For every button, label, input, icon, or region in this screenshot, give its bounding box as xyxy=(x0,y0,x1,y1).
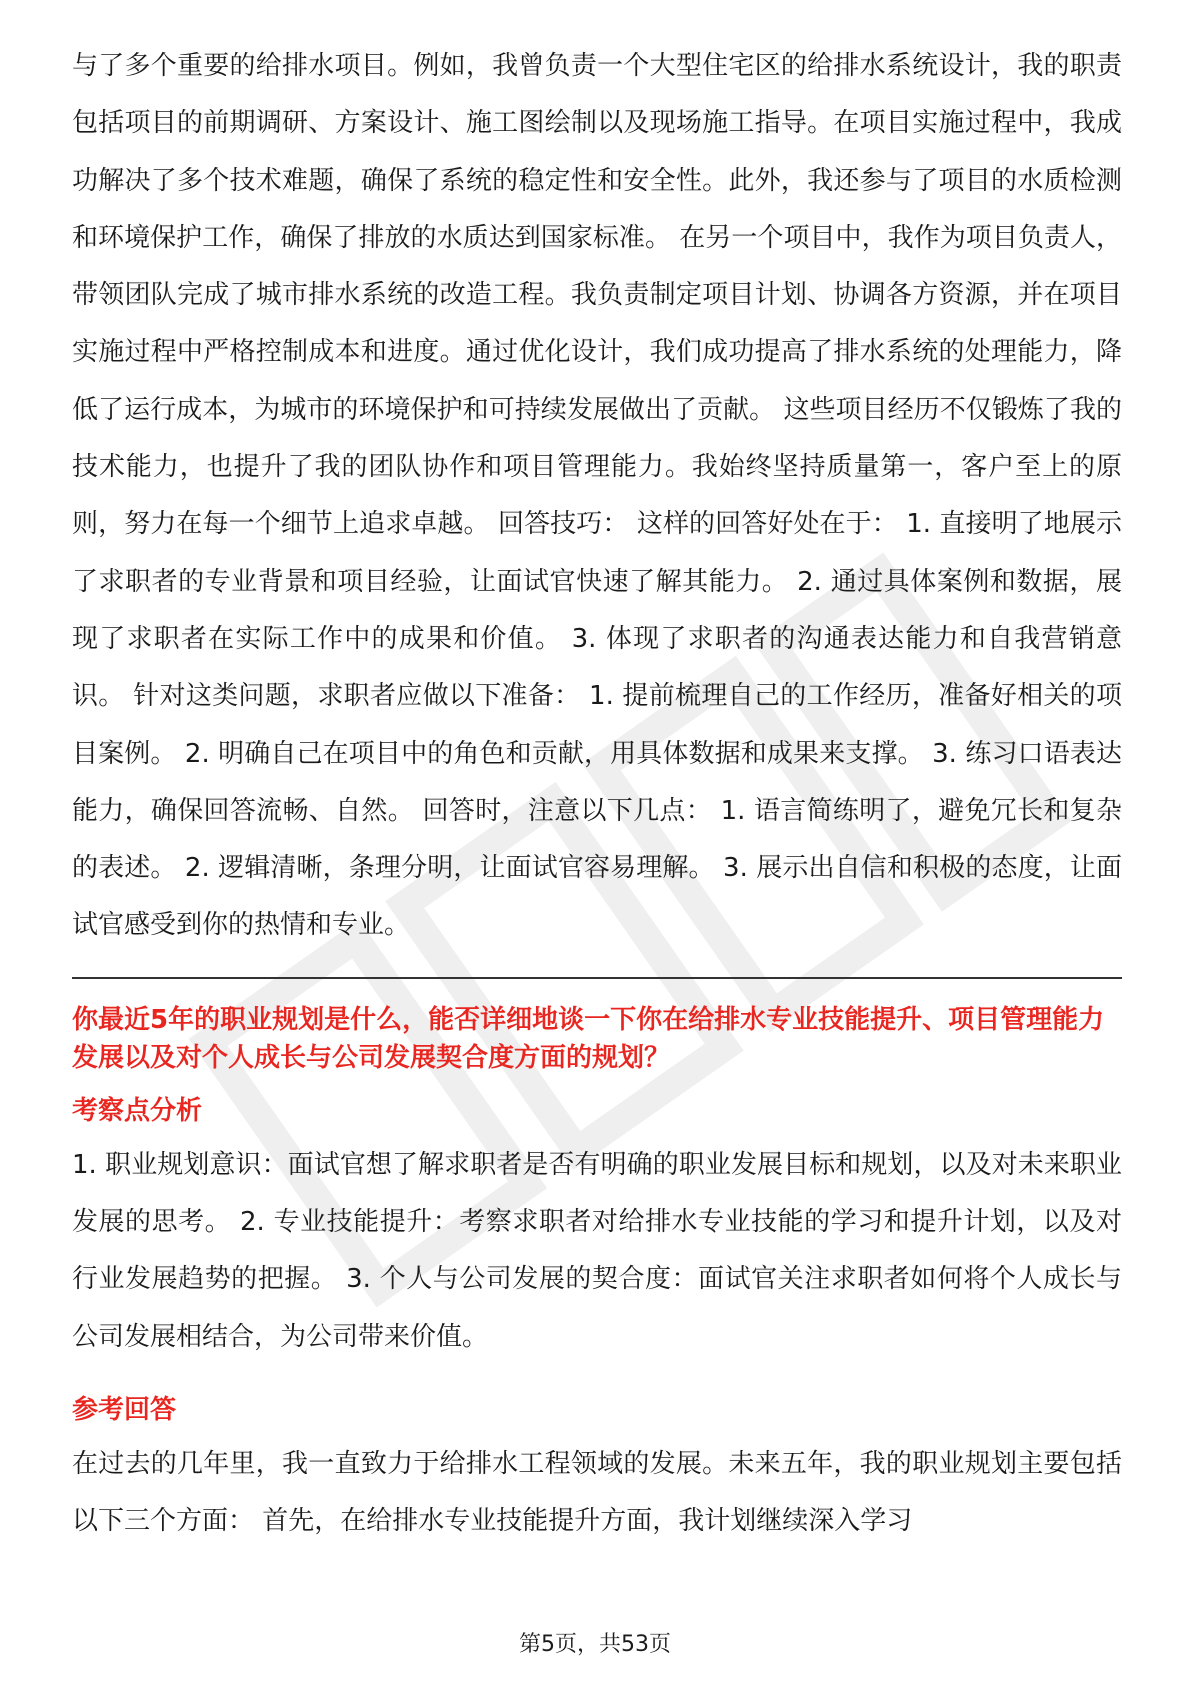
page-number: 第5页，共53页 xyxy=(519,1632,671,1657)
answer-heading: 参考回答 xyxy=(72,1394,177,1425)
analysis-paragraph: 1. 职业规划意识：面试官想了解求职者是否有明确的职业发展目标和规划，以及对未来职业发展的思考。 2. 专业技能提升：考察求职者对给排水专业技能的学习和提升计划，以及对行业发展趋势的把握。 3. 个人与公司发展的契合度：面试官关注求职者如何将个人成长与公司发展相结合，为公司带来价值。 xyxy=(72,1149,1122,1352)
body-paragraph: 与了多个重要的给排水项目。例如，我曾负责一个大型住宅区的给排水系统设计，我的职责包括项目的前期调研、方案设计、施工图绘制以及现场施工指导。在项目实施过程中，我成功解决了多个技术难题，确保了系统的稳定性和安全性。此外，我还参与了项目的水质检测和环境保护工作，确保了排放的水质达到国家标准。 在另一个项目中，我作为项目负责人，带领团队完成了城市排水系统的改造工程。我负责制定项目计划、协调各方资源，并在项目实施过程中严格控制成本和进度。通过优化设计，我们成功提高了排水系统的处理能力，降低了运行成本，为城市的环境保护和可持续发展做出了贡献。 这些项目经历不仅锻炼了我的技术能力，也提升了我的团队协作和项目管理能力。我始终坚持质量第一，客户至上的原则，努力在每一个细节上追求卓越。 回答技巧： 这样的回答好处在于： 1. 直接明了地展示了求职者的专业背景和项目经验，让面试官快速了解其能力。 2. 通过具体案例和数据，展现了求职者在实际工作中的成果和价值。 3. 体现了求职者的沟通表达能力和自我营销意识。 针对这类问题，求职者应做以下准备： 1. 提前梳理自己的工作经历，准备好相关的项目案例。 2. 明确自己在项目中的角色和贡献，用具体数据和成果来支撑。 3. 练习口语表达能力，确保回答流畅、自然。 回答时，注意以下几点： 1. 语言简练明了，避免冗长和复杂的表述。 2. 逻辑清晰，条理分明，让面试官容易理解。 3. 展示出自信和积极的态度，让面试官感受到你的热情和专业。 xyxy=(72,51,1122,941)
main-content xyxy=(72,38,1122,1551)
analysis-heading: 考察点分析 xyxy=(72,1095,203,1126)
question-title: 你最近5年的职业规划是什么，能否详细地谈一下你在给排水专业技能提升、项目管理能力发展以及对个人成长与公司发展契合度方面的规划？ xyxy=(72,1004,1105,1073)
answer-paragraph: 在过去的几年里，我一直致力于给排水工程领域的发展。未来五年，我的职业规划主要包括以下三个方面： 首先，在给排水专业技能提升方面，我计划继续深入学习 xyxy=(72,1448,1122,1537)
section-spacer xyxy=(72,1366,1122,1390)
section-divider xyxy=(72,977,1122,979)
